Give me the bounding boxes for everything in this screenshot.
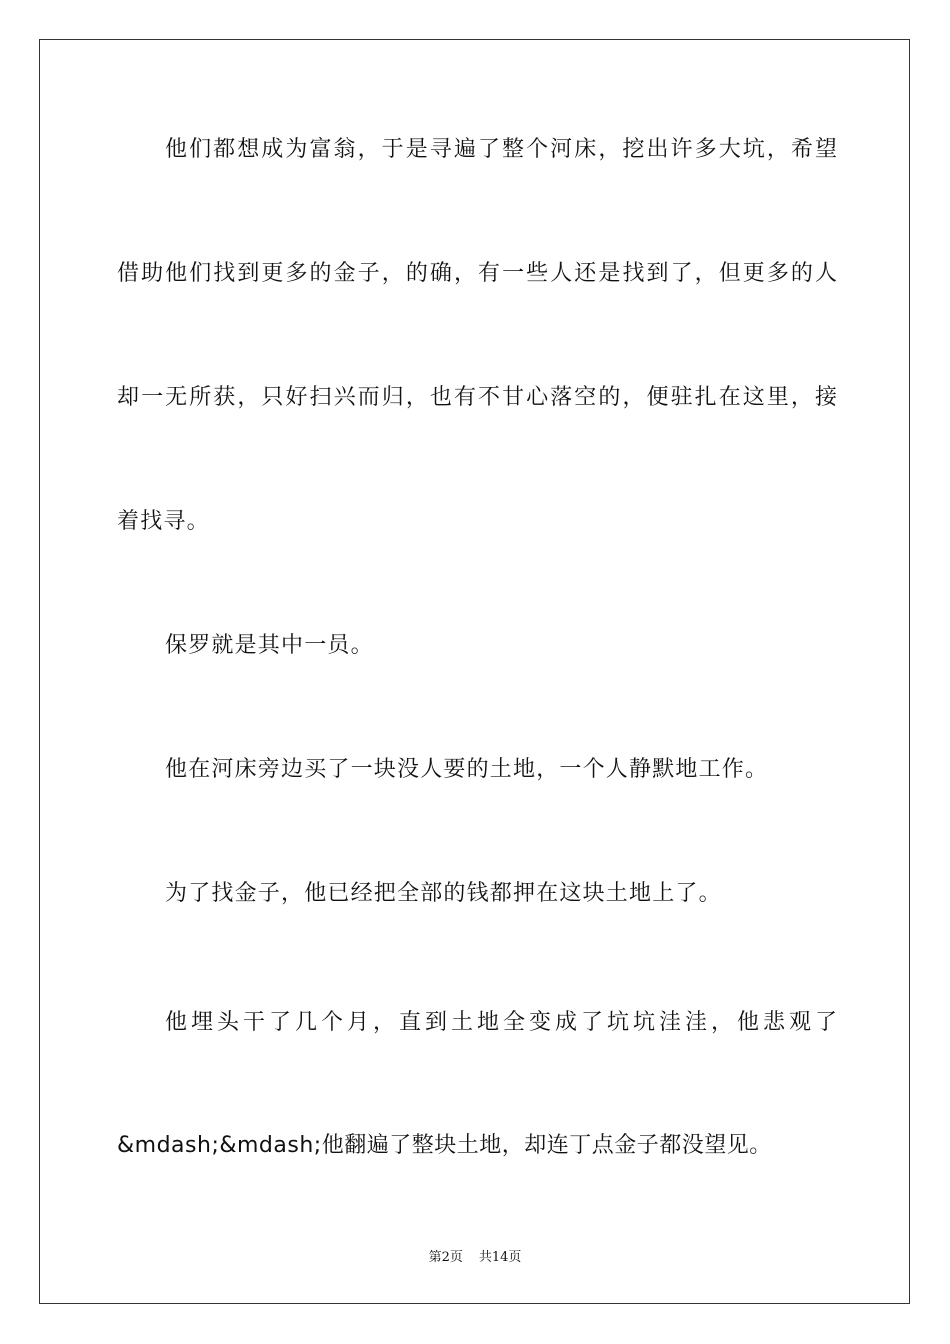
paragraph-line-9: &mdash;&mdash;他翻遍了整块土地，却连丁点金子都没望见。 [117, 1133, 772, 1158]
paragraph-line-7: 为了找金子，他已经把全部的钱都押在这块土地上了。 [165, 881, 722, 906]
page-number: 第2页 [428, 1250, 463, 1265]
page-total: 共14页 [478, 1250, 522, 1265]
paragraph-line-5: 保罗就是其中一员。 [165, 633, 374, 658]
page-footer [0, 1246, 950, 1265]
paragraph-line-8: 他埋头干了几个月，直到土地全变成了坑坑洼洼，他悲观了 [165, 1010, 837, 1035]
paragraph-line-3: 却一无所获，只好扫兴而归，也有不甘心落空的，便驻扎在这里，接 [117, 385, 837, 410]
paragraph-line-6: 他在河床旁边买了一块没人要的土地，一个人静默地工作。 [165, 757, 769, 782]
page-border [39, 39, 910, 1304]
paragraph-line-2: 借助他们找到更多的金子，的确，有一些人还是找到了，但更多的人 [117, 261, 837, 286]
paragraph-line-4: 着找寻。 [117, 509, 210, 534]
paragraph-line-1: 他们都想成为富翁，于是寻遍了整个河床，挖出许多大坑，希望 [165, 137, 837, 162]
